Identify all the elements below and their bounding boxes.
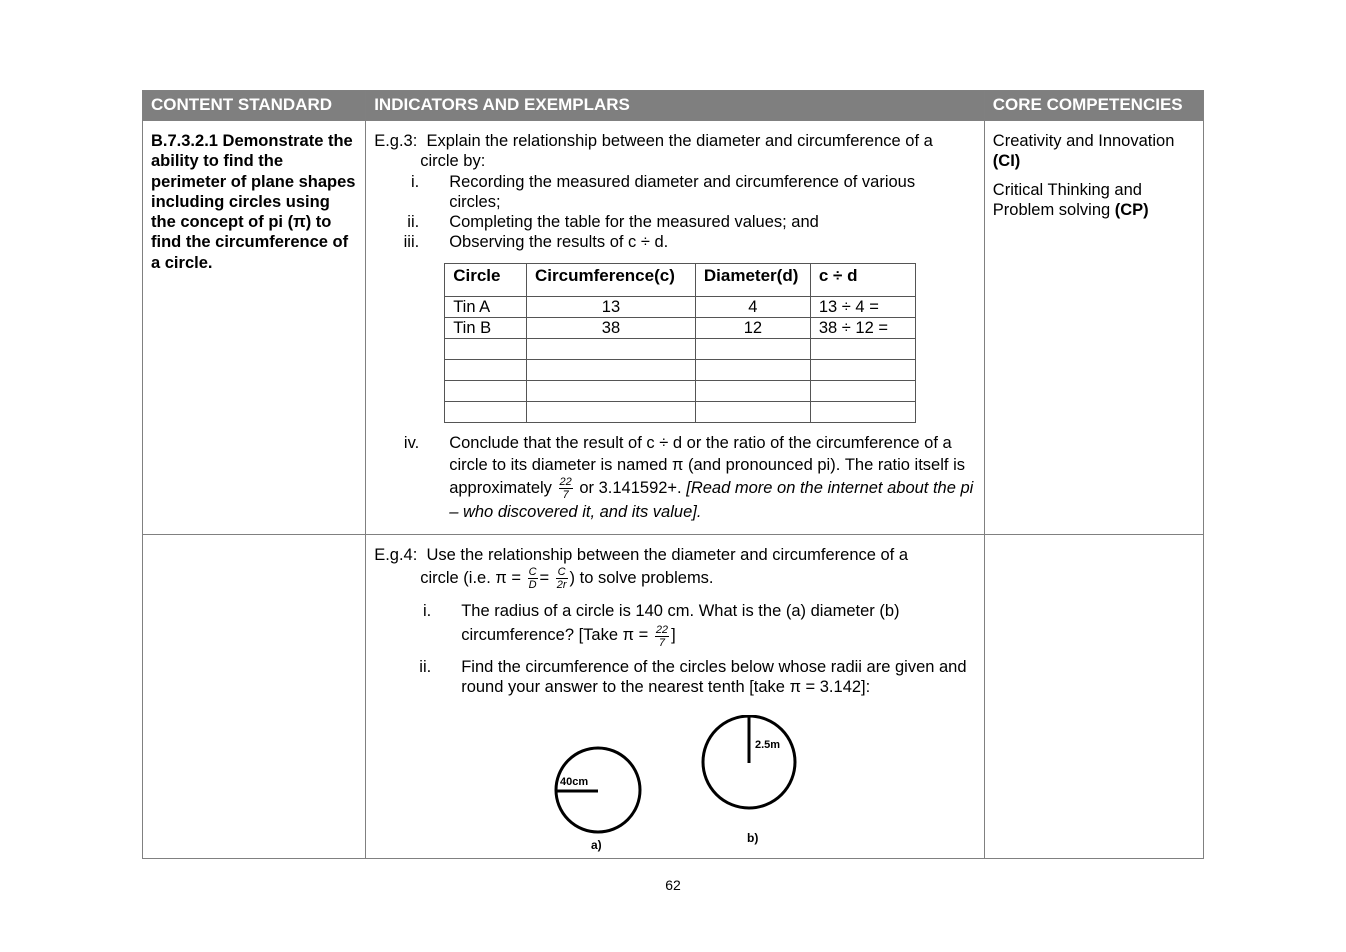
header-content-standard: CONTENT STANDARD bbox=[143, 91, 366, 121]
content-standard-cell bbox=[143, 121, 366, 535]
eg4-block bbox=[366, 535, 984, 852]
eg3-intro-line1: Explain the relationship between the diameter and circumference of a bbox=[426, 132, 933, 150]
header-row bbox=[143, 91, 1204, 121]
eg4-item-2: ii. Find the circumference of the circles below whose radii are given and round your answer to the nearest tenth [take π = 3.142]: bbox=[419, 657, 967, 696]
table-row: Tin B 38 12 38 ÷ 12 = bbox=[445, 317, 916, 338]
eg3-item-4: iv. Conclude that the result of c ÷ d or the ratio of the circumference of a circle to its diameter is named π (and pronounced pi). The ratio itself is approximately $\frac{22}{7}$ or 3.141592+. [Read more on the internet about the pi – who discovered it, and its value]. bbox=[403, 433, 974, 521]
col-header-circle: Circle bbox=[445, 263, 527, 296]
table-row bbox=[445, 401, 916, 422]
circle-b bbox=[703, 716, 795, 845]
competency-cp: Critical Thinking and Problem solving (CP) bbox=[992, 180, 1149, 219]
circle-b-caption: b) bbox=[747, 831, 759, 845]
col-header-circumference: Circumference(c) bbox=[527, 263, 696, 296]
eg3-item-1: i. Recording the measured diameter and circumference of various circles; bbox=[410, 172, 916, 211]
table-row bbox=[445, 338, 916, 359]
content-standard-empty-cell bbox=[143, 535, 366, 859]
eg3-label: E.g.3: bbox=[374, 132, 418, 150]
table-row: Tin A 13 4 13 ÷ 4 = bbox=[445, 296, 916, 317]
circle-a-radius-label: 40cm bbox=[560, 776, 589, 788]
eg3-block bbox=[366, 121, 984, 523]
fraction-c-over-2r: $\frac{C}{2r}$ bbox=[556, 566, 567, 592]
core-competencies-cell bbox=[984, 121, 1203, 535]
fraction-22-7: $\frac{22}{7}$ bbox=[559, 475, 572, 501]
circle-b-radius-label: 2.5m bbox=[755, 739, 781, 751]
measurement-table bbox=[444, 263, 916, 423]
table-row bbox=[445, 359, 916, 380]
page-number: 62 bbox=[665, 877, 681, 893]
col-header-ratio: c ÷ d bbox=[810, 263, 915, 296]
circles-figure bbox=[552, 715, 852, 855]
curriculum-table bbox=[142, 90, 1204, 859]
eg4-intro: E.g.4: Use the relationship between the diameter and circumference of a bbox=[374, 546, 909, 564]
row-eg3 bbox=[143, 121, 1204, 535]
core-competencies-empty-cell bbox=[984, 535, 1203, 859]
circle-a-caption: a) bbox=[591, 838, 602, 852]
fraction-22-7: $\frac{22}{7}$ bbox=[655, 623, 669, 649]
eg3-intro bbox=[366, 131, 984, 151]
eg4-intro-line2: circle (i.e. π = $\frac{C}{D}$ = $\frac{C}{2r}$ ) to solve problems. bbox=[420, 566, 714, 592]
measurement-table-header bbox=[445, 263, 916, 296]
eg3-intro-line2: circle by: bbox=[420, 152, 486, 171]
table-row bbox=[445, 380, 916, 401]
fraction-c-over-d: $\frac{C}{D}$ bbox=[528, 566, 537, 592]
indicators-cell-eg3 bbox=[366, 121, 985, 535]
competency-ci: Creativity and Innovation (CI) bbox=[992, 132, 1175, 171]
eg3-item-2: ii. Completing the table for the measured values; and bbox=[407, 213, 819, 232]
header-indicators: INDICATORS AND EXEMPLARS bbox=[366, 91, 985, 121]
eg4-item-1: i. The radius of a circle is 140 cm. What is the (a) diameter (b) circumference? [Take π = $\frac{22}{7}$ ] bbox=[422, 602, 900, 649]
content-standard-text: B.7.3.2.1 Demonstrate the ability to find the perimeter of plane shapes including circles using the concept of pi (π) to find the circumference of a circle. bbox=[151, 132, 356, 272]
circle-a bbox=[556, 748, 640, 852]
row-eg4 bbox=[143, 535, 1204, 859]
header-core-competencies: CORE COMPETENCIES bbox=[984, 91, 1203, 121]
eg3-item-3: iii. Observing the results of c ÷ d. bbox=[403, 233, 669, 252]
indicators-cell-eg4 bbox=[366, 535, 985, 859]
col-header-diameter: Diameter(d) bbox=[695, 263, 810, 296]
